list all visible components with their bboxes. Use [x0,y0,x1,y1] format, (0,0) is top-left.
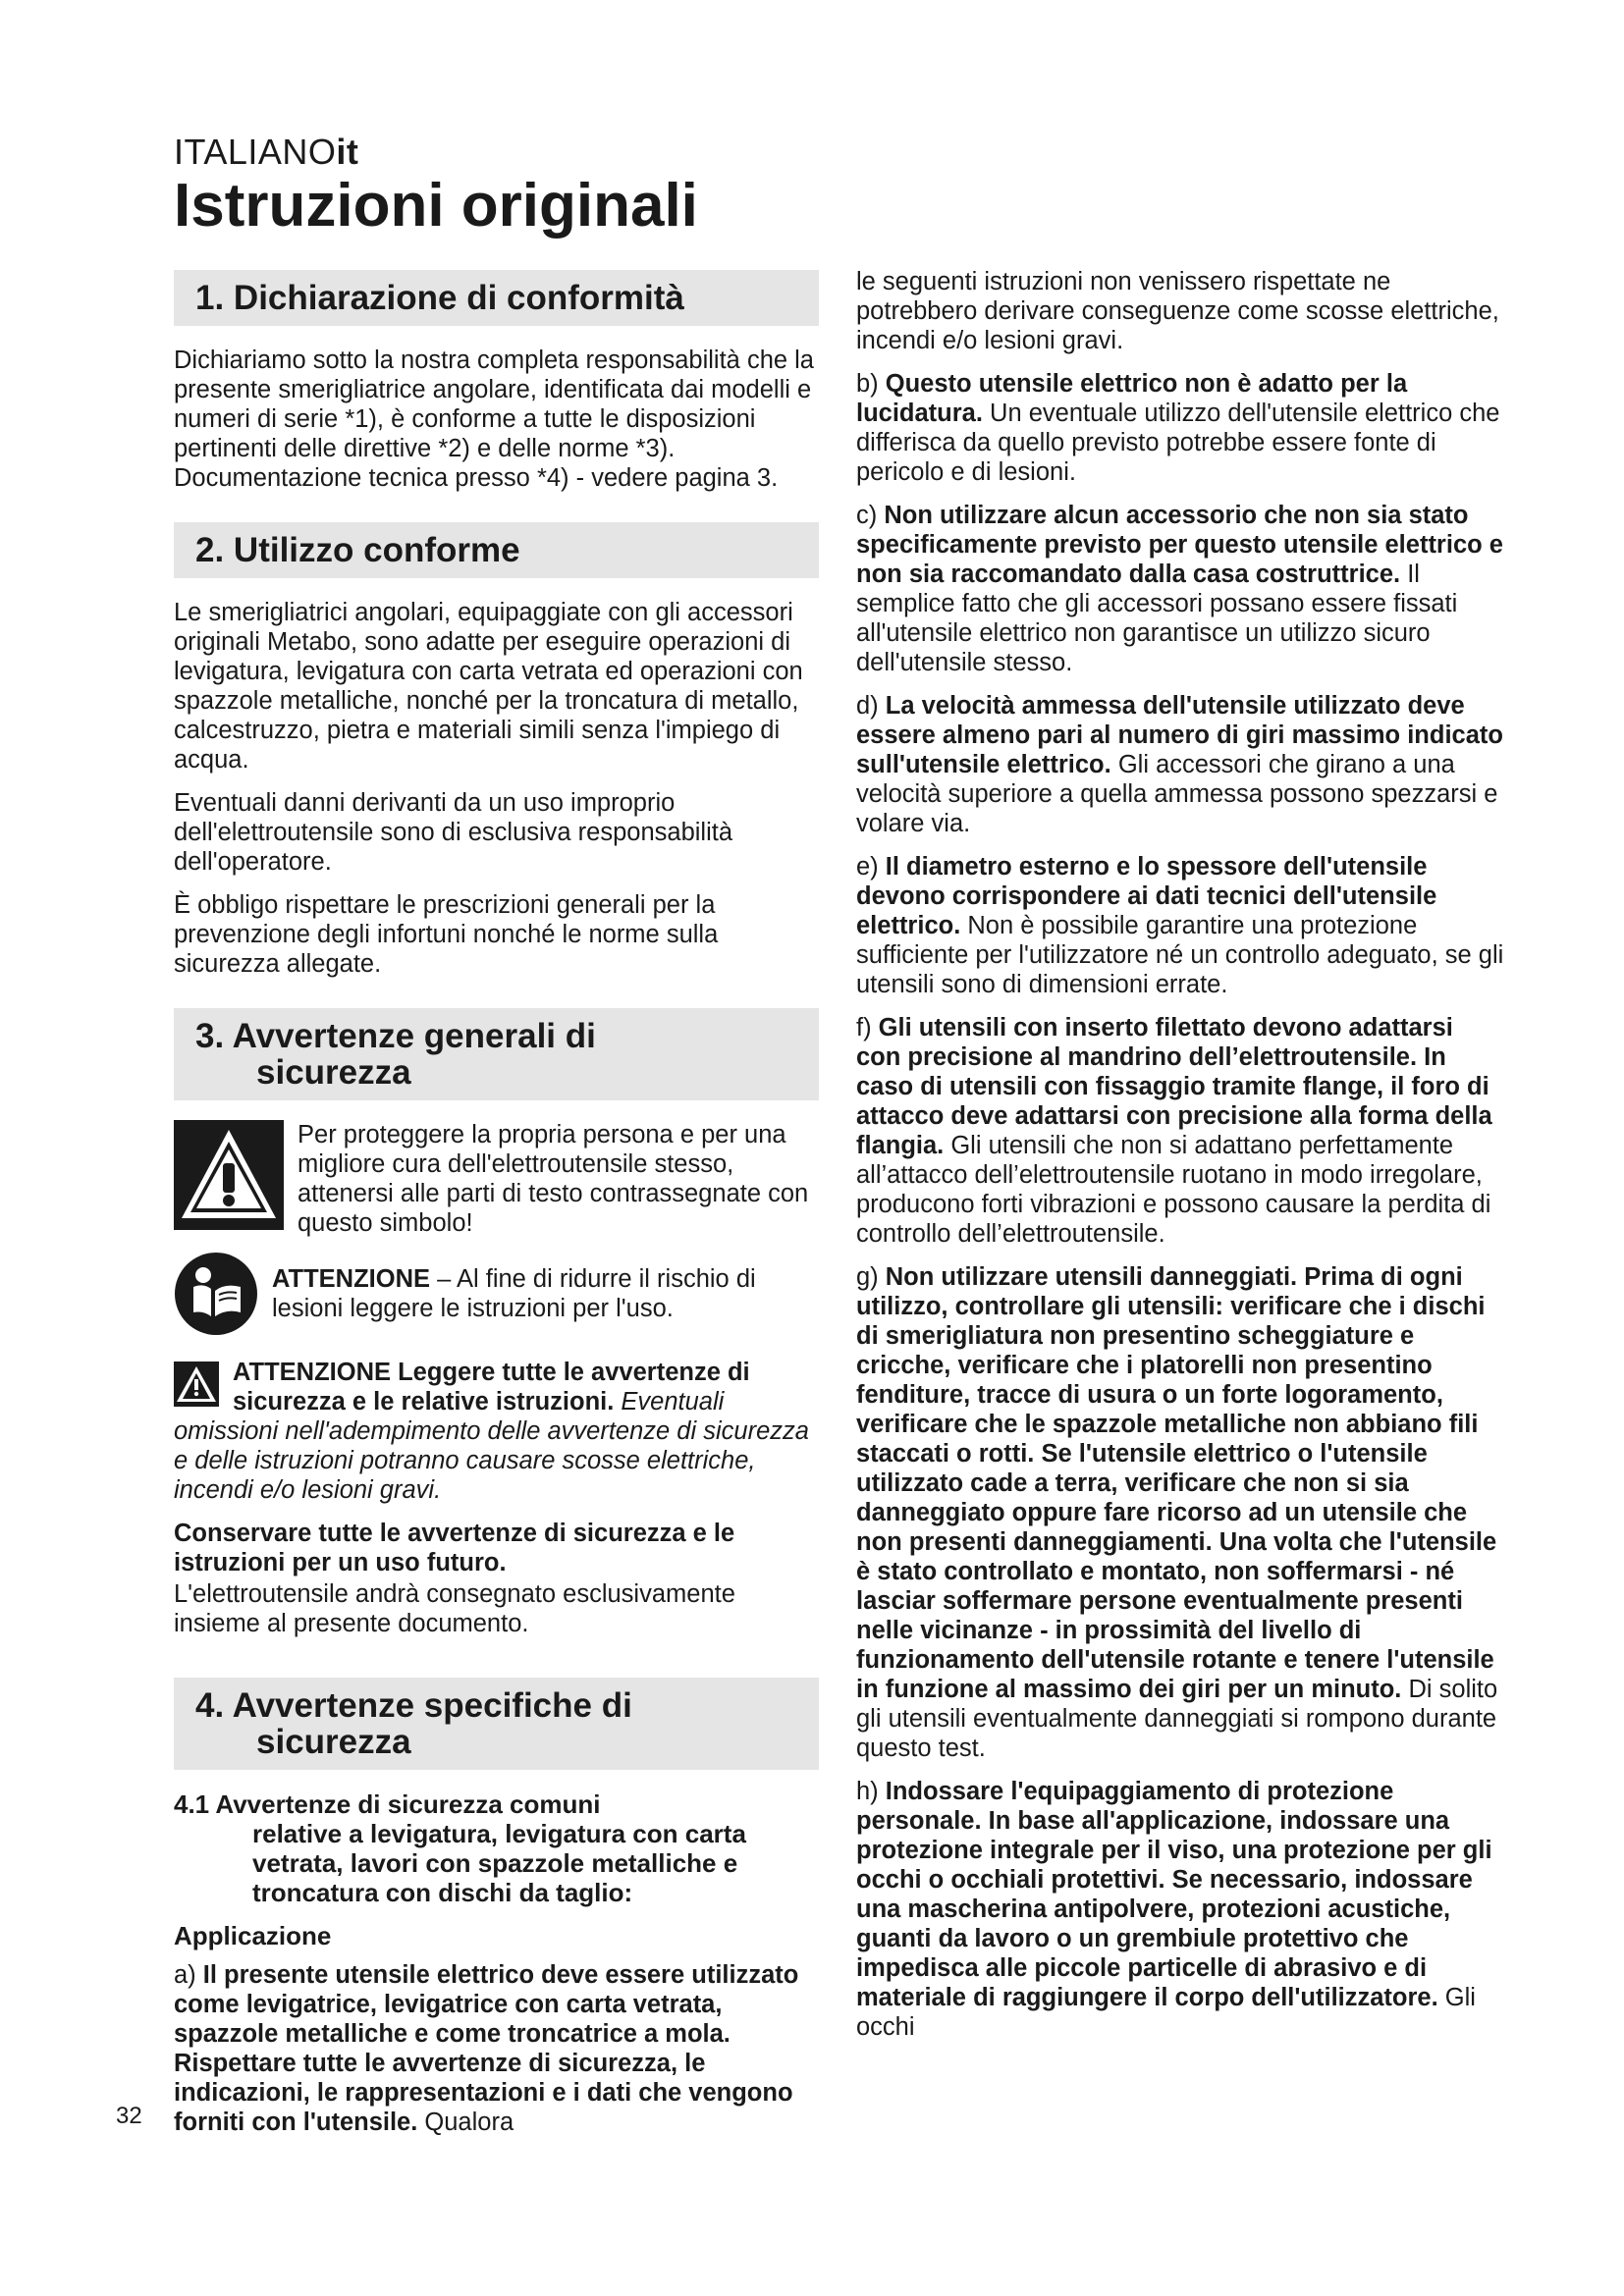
continuation-text: le seguenti istruzioni non venissero rispettate ne potrebbero derivare conseguenze come scosse elettriche, incendi e/o lesioni gravi. [856,268,1499,354]
item-h-text: Gli occhi [856,1984,1476,2041]
subsection-4-1-first-line: 4.1 Avvertenze di sicurezza comuni [174,1789,601,1819]
page-number: 32 [116,2103,142,2129]
attention-text: – Al fine di ridurre il rischio di lesioni leggere le istruzioni per l'uso. [272,1265,756,1322]
item-a-bold: Il presente utensile elettrico deve essere utilizzato come levigatrice, levigatrice con carta vetrata, spazzole metalliche e come troncatrice a mola. Rispettare tutte le avvertenze di sicurezza, le indicazioni, le rappresentazioni e i dati che vengono forniti con l'utensile. [174,1961,799,2136]
item-e-bold: Il diametro esterno e lo spessore dell'utensile devono corrispondere ai dati tecnici dell'utensile elettrico. [856,853,1437,939]
subsection-4-1-heading [174,1789,819,1907]
left-column [174,270,819,2151]
item-h-bold: Indossare l'equipaggiamento di protezione personale. In base all'applicazione, indossare una protezione integrale per il viso, una protezione per gli occhi o occhiali protettivi. Se necessario, indossare una mascherina antipolvere, protezioni acustiche, guanti da lavoro o un grembiule protettivo che impedisca alle piccole particelle di abrasivo e di materiale di raggiungere il corpo dell'utilizzatore. [856,1778,1492,2011]
language-label [174,132,358,173]
attention-manual-text [272,1264,819,1323]
section-3-heading [174,1008,819,1100]
section-2-para-2: Eventuali danni derivanti da un uso improprio dell'elettroutensile sono di esclusiva responsabilità dell'operatore. [174,789,733,876]
item-e-text: Non è possibile garantire una protezione sufficiente per l'utilizzatore né un controllo adeguato, se gli utensili sono di dimensioni errate. [856,912,1504,998]
section-2-para-3: È obbligo rispettare le prescrizioni generali per la prevenzione degli infortuni nonché le norme sulla sicurezza allegate. [174,891,719,978]
read-manual-icon [174,1252,258,1336]
language-code: it [336,132,359,172]
item-c-text: Il semplice fatto che gli accessori possano essere fissati all'utensile elettrico non garantisce un utilizzo sicuro dell'utensile stesso. [856,561,1458,676]
document-title: Istruzioni originali [174,172,698,240]
section-3-heading-line1: 3. Avvertenze generali di [195,1017,596,1055]
symbol-note [174,1120,819,1238]
item-a [174,1960,819,2137]
attention-manual-note [174,1252,819,1336]
item-a-text: Qualora [417,2109,514,2136]
item-g-bold: Non utilizzare utensili danneggiati. Prima di ogni utilizzo, controllare gli utensili: verificare che i dischi di smerigliatura non presentino scheggiature e cricche, verificare che i platorelli non presentino fenditure, tracce di usura o un forte logoramento, verificare che le spazzole metalliche non abbiano fili staccati o rotti. Se l'utensile elettrico o l'utensile utilizzato cade a terra, verificare che non si sia danneggiato oppure fare ricorso ad un utensile che non presenti danneggiamenti. Una volta che l'utensile è stato controllato e montato, non soffermarsi - né lasciar soffermare persone eventualmente presenti nelle vicinanze - in prossimità del livello di funzionamento dell'utensile rotante e tenere l'utensile in funzione al massimo dei giri per un minuto. [856,1263,1497,1703]
section-4-heading-line1: 4. Avvertenze specifiche di [195,1686,632,1725]
item-g [856,1262,1504,1763]
item-e [856,852,1504,999]
item-h-prefix: h) [856,1778,886,1805]
item-h [856,1777,1504,2042]
item-d-bold: La velocità ammessa dell'utensile utilizzato deve essere almeno pari al numero di giri massimo indicato sull'utensile elettrico. [856,692,1503,778]
right-column [856,267,1504,2056]
item-d-text: Gli accessori che girano a una velocità superiore a quella ammessa possono spezzarsi e volare via. [856,751,1498,837]
warning-triangle-icon [174,1120,284,1230]
keep-document-text: L'elettroutensile andrà consegnato esclusivamente insieme al presente documento. [174,1580,735,1637]
application-heading: Applicazione [174,1921,332,1950]
item-b-text: Un eventuale utilizzo dell'utensile elettrico che differisca da quello previsto potrebbe essere fonte di pericolo e di lesioni. [856,400,1500,486]
section-4-heading-line2: sicurezza [256,1723,411,1761]
item-c-prefix: c) [856,502,885,529]
item-g-text: Di solito gli utensili eventualmente danneggiati si rompono durante questo test. [856,1676,1498,1762]
subsection-4-1-rest: relative a levigatura, levigatura con carta vetrata, lavori con spazzole metalliche e troncatura con dischi da taglio: [252,1819,746,1907]
language-name: ITALIANO [174,132,337,172]
section-4-heading [174,1678,819,1770]
item-f [856,1013,1504,1249]
section-3-heading-line2: sicurezza [256,1053,411,1092]
section-2-heading: 2. Utilizzo conforme [174,522,819,578]
keep-warnings [174,1519,819,1577]
item-c [856,501,1504,677]
section-2-para-1: Le smerigliatrici angolari, equipaggiate con gli accessori originali Metabo, sono adatte per eseguire operazioni di levigatura, levigatura con carta vetrata ed operazioni con spazzole metalliche, nonché per la troncatura di metallo, calcestruzzo, pietra e materiali simili senza l'impiego di acqua. [174,599,803,774]
section-1-text: Dichiariamo sotto la nostra completa responsabilità che la presente smerigliatrice angolare, identificata dai modelli e numeri di serie *1), è conforme a tutte le disposizioni pertinenti delle direttive *2) e delle norme *3). Documentazione tecnica presso *4) - vedere pagina 3. [174,347,814,492]
item-g-prefix: g) [856,1263,886,1291]
read-all-warnings [174,1358,819,1505]
attention-label: ATTENZIONE [272,1265,431,1293]
item-a-prefix: a) [174,1961,203,1989]
item-e-prefix: e) [856,853,886,881]
item-f-bold: Gli utensili con inserto filettato devono adattarsi con precisione al mandrino dell’elettroutensile. In caso di utensili con fissaggio tramite flange, il foro di attacco deve adattarsi con precisione alla forma della flangia. [856,1014,1492,1159]
warning-triangle-small-icon [174,1362,219,1407]
item-f-prefix: f) [856,1014,879,1041]
item-d [856,691,1504,838]
read-all-italic: Eventuali omissioni nell'adempimento delle avvertenze di sicurezza e delle istruzioni potranno causare scosse elettriche, incendi e/o lesioni gravi. [174,1388,809,1504]
item-b [856,369,1504,487]
section-1-heading: 1. Dichiarazione di conformità [174,270,819,326]
item-b-prefix: b) [856,370,886,398]
symbol-note-text: Per proteggere la propria persona e per una migliore cura dell'elettroutensile stesso, attenersi alle parti di testo contrassegnate con questo simbolo! [298,1121,809,1237]
item-c-bold: Non utilizzare alcun accessorio che non sia stato specificamente previsto per questo utensile elettrico e non sia raccomandato dalla casa costruttrice. [856,502,1503,588]
item-d-prefix: d) [856,692,886,720]
item-b-bold: Questo utensile elettrico non è adatto per la lucidatura. [856,370,1408,427]
item-f-text: Gli utensili che non si adattano perfettamente all’attacco dell’elettroutensile ruotano in modo irregolare, producono forti vibrazioni e possono causare la perdita di controllo dell’elettroutensile. [856,1132,1491,1248]
read-all-bold: ATTENZIONE Leggere tutte le avvertenze di sicurezza e le relative istruzioni. [233,1359,750,1415]
keep-warnings-bold: Conservare tutte le avvertenze di sicurezza e le istruzioni per un uso futuro. [174,1520,735,1576]
